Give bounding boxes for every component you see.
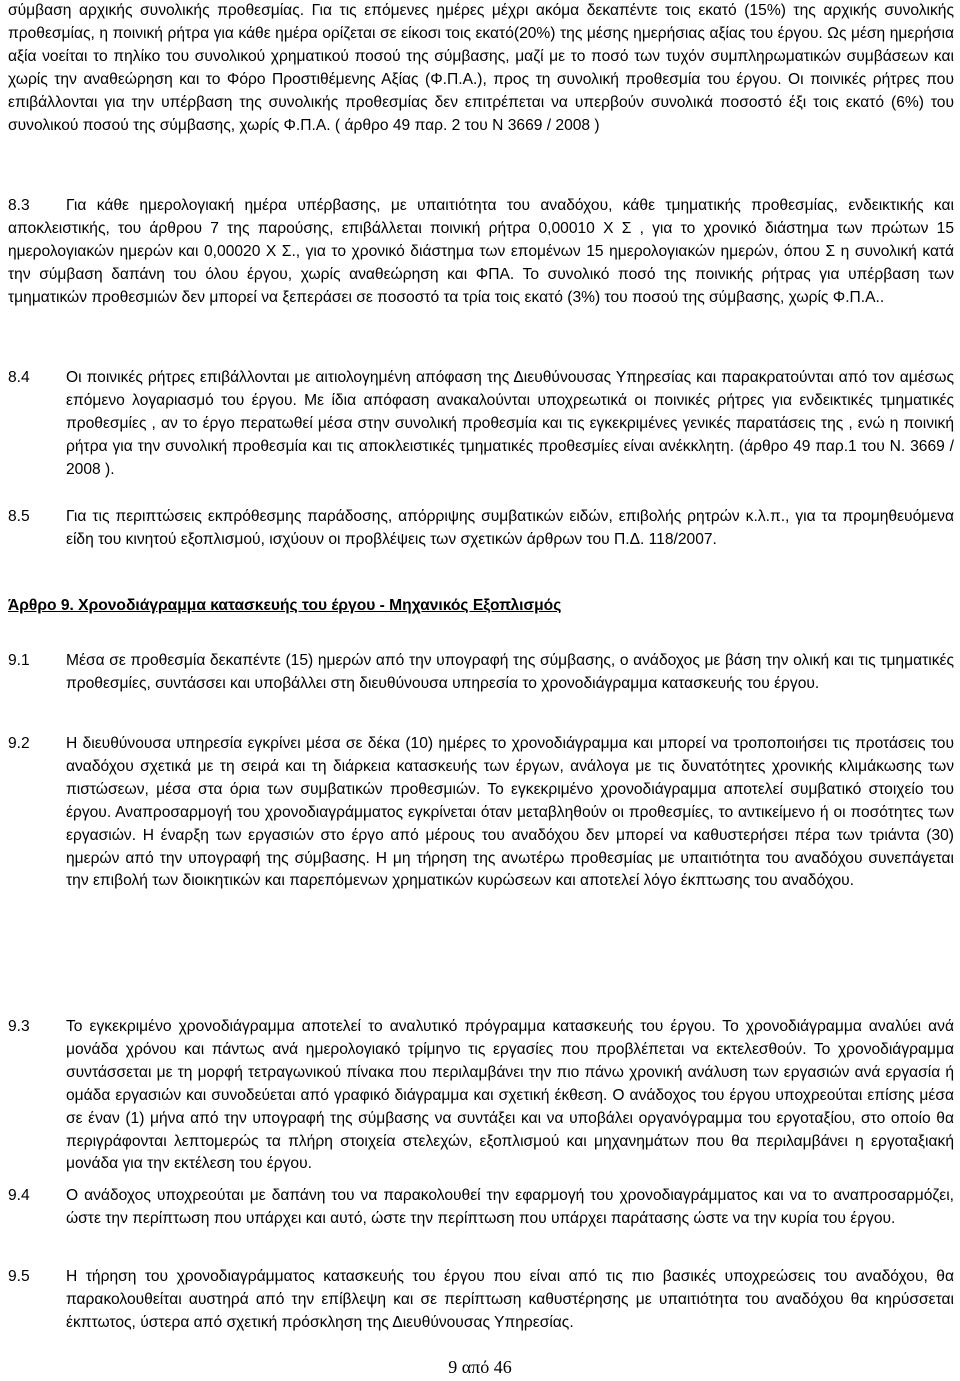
paragraph-number-9-4: 9.4 xyxy=(8,1187,30,1204)
paragraph-9-2: Η διευθύνουσα υπηρεσία εγκρίνει μέσα σε δέκα (10) ημέρες το χρονοδιάγραμμα και μπορεί να τροποποιήσει τις προτάσεις του αναδόχου σχετικά με τη σειρά και τη διάρκεια κατασκευής των έργων, ανάλογα με τις δυνατότητες χρονικής κλιμάκωσης των πιστώσεων, μέσα στα όρια των συμβατικών προθεσμιών. Το εγκεκριμένο χρονοδιάγραμμα αποτελεί συμβατικό στοιχείο του έργου. Αναπροσαρμογή του χρονοδιαγράμματος εγκρίνεται όταν μεταβληθούν οι προθεσμίες, το αντικείμενο ή οι ποσότητες των εργασιών. Η έναρξη των εργασιών στο έργο από μέρους του αναδόχου δεν μπορεί να καθυστερήσει πέρα των τριάντα (30) ημερών από την υπογραφή της σύμβασης. Η μη τήρηση της ανωτέρω προθεσμίας με υπαιτιότητα του αναδόχου συνεπάγεται την επιβολή των διοικητικών και παρεπόμενων χρηματικών κυρώσεων και αποτελεί λόγο έκπτωσης του αναδόχου. xyxy=(66,735,954,890)
paragraph-number-9-3: 9.3 xyxy=(8,1018,30,1035)
paragraph-number-8-4: 8.4 xyxy=(8,369,30,386)
paragraph-8-5: Για τις περιπτώσεις εκπρόθεσμης παράδοσης, απόρριψης συμβατικών ειδών, επιβολής ρητρών κ.λ.π., για τα προμηθευόμενα είδη του κινητού εξοπλισμού, ισχύουν οι προβλέψεις των σχετικών άρθρων του Π.Δ. 118/2007. xyxy=(66,508,954,548)
paragraph-continuation: σύμβαση αρχικής συνολικής προθεσμίας. Για τις επόμενες ημέρες μέχρι ακόμα δεκαπέντε τοις εκατό (15%) της αρχικής συνολικής προθεσμίας, η ποινική ρήτρα για κάθε ημέρα ορίζεται σε είκοσι τοις εκατό(20%) της μέσης ημερήσιας αξίας του έργου. Ως μέση ημερήσια αξία νοείται το πηλίκο του συνολικού χρηματικού ποσού της σύμβασης, μαζί με το ποσό των τυχόν συμπληρωματικών συμβάσεων και χωρίς την αναθεώρηση και το Φόρο Προστιθέμενης Αξίας (Φ.Π.Α.), προς τη συνολική προθεσμία του έργου. Οι ποινικές ρήτρες που επιβάλλονται για την υπέρβαση της συνολικής προθεσμίας δεν επιτρέπεται να υπερβούν συνολικά ποσοστό έξι τοις εκατό (6%) του συνολικού ποσού της σύμβασης, χωρίς Φ.Π.Α. ( άρθρο 49 παρ. 2 του Ν 3669 / 2008 ) xyxy=(8,2,954,134)
paragraph-9-4: Ο ανάδοχος υποχρεούται με δαπάνη του να παρακολουθεί την εφαρμογή του χρονοδιαγράμματος και να το αναπροσαρμόζει, ώστε την περίπτωση που υπάρχει και αυτό, ώστε την περίπτωση που υπάρχει παράτασης ώστε να την κυρία του έργου. xyxy=(66,1187,954,1227)
paragraph-number-9-2: 9.2 xyxy=(8,735,30,752)
paragraph-number-8-5: 8.5 xyxy=(8,508,30,525)
paragraph-9-1: Μέσα σε προθεσμία δεκαπέντε (15) ημερών από την υπογραφή της σύμβασης, ο ανάδοχος με βάση την ολική και τις τμηματικές προθεσμίες, συντάσσει και υποβάλλει στη διευθύνουσα υπηρεσία το χρονοδιάγραμμα κατασκευής του έργου. xyxy=(66,652,954,692)
paragraph-8-4: Οι ποινικές ρήτρες επιβάλλονται με αιτιολογημένη απόφαση της Διευθύνουσας Υπηρεσίας και παρακρατούνται από τον αμέσως επόμενο λογαριασμό του έργου. Με ίδια απόφαση ανακαλούνται υποχρεωτικά οι ποινικές ρήτρες για ενδεικτικές τμηματικές προθεσμίες , αν το έργο περατωθεί μέσα στην συνολική προθεσμία και τις εγκεκριμένες γενικές παρατάσεις της , ενώ η ποινική ρήτρα για την συνολική προθεσμία και τις αποκλειστικές τμηματικές προθεσμίες είναι ανέκκλητη. (άρθρο 49 παρ.1 του Ν. 3669 / 2008 ). xyxy=(66,369,954,478)
paragraph-8-3-text: Για κάθε ημερολογιακή ημέρα υπέρβασης, με υπαιτιότητα του αναδόχου, κάθε τμηματικής προθεσμίας, ενδεικτικής και αποκλειστικής, του άρθρου 7 της παρούσης, επιβάλλεται ποινική ρήτρα 0,00010 Χ Σ , για το χρονικό διάστημα των πρώτων 15 ημερολογιακών ημερών και 0,00020 Χ Σ., για το χρονικό διάστημα των επομένων 15 ημερολογιακών ημερών, όπου Σ η συνολική κατά την σύμβαση δαπάνη του όλου έργου, χωρίς αναθεώρηση και ΦΠΑ. Το συνολικό ποσό της ποινικής ρήτρας για υπέρβαση των τμηματικών προθεσμιών δεν μπορεί να ξεπεράσει σε ποσοστό τα τρία τοις εκατό (3%) του ποσού της σύμβασης, χωρίς Φ.Π.Α.. xyxy=(8,197,954,306)
paragraph-9-3: Το εγκεκριμένο χρονοδιάγραμμα αποτελεί το αναλυτικό πρόγραμμα κατασκευής του έργου. Το χρονοδιάγραμμα αναλύει ανά μονάδα χρόνου και πάντως ανά ημερολογιακό τρίμηνο τις εργασίες που προβλέπεται να εκτελεσθούν. Το χρονοδιάγραμμα συντάσσεται με τη μορφή τετραγωνικού πίνακα που περιλαμβάνει την πιο πάνω χρονική ανάλυση των εργασιών ανά εργασία ή ομάδα εργασιών και συνοδεύεται από γραφικό διάγραμμα και σχετική έκθεση. Ο ανάδοχος του έργου υποχρεούται επίσης μέσα σε έναν (1) μήνα από την υπογραφή της σύμβασης να συντάξει και να υποβάλει οργανόγραμμα του εργοταξίου, στο οποίο θα περιγράφονται λεπτομερώς τα πλήρη στοιχεία στελεχών, εξοπλισμού και μηχανημάτων που θα περιλαμβάνει η εργοταξιακή μονάδα για την εκτέλεση του έργου. xyxy=(66,1018,954,1173)
paragraph-9-5: Η τήρηση του χρονοδιαγράμματος κατασκευής του έργου που είναι από τις πιο βασικές υποχρεώσεις του αναδόχου, θα παρακολουθείται αυστηρά από την επίβλεψη και σε περίπτωση καθυστέρησης με υπαιτιότητα του αναδόχου θα κηρύσσεται έκπτωτος, ύστερα από σχετική πρόσκληση της Διευθύνουσας Υπηρεσίας. xyxy=(66,1268,954,1331)
paragraph-number-8-3: 8.3 xyxy=(8,197,30,214)
paragraph-number-9-5: 9.5 xyxy=(8,1268,30,1285)
page-number-footer: 9 από 46 xyxy=(448,1357,512,1377)
article-heading: Άρθρο 9. Χρονοδιάγραμμα κατασκευής του έργου - Μηχανικός Εξοπλισμός xyxy=(8,597,562,614)
paragraph-number-9-1: 9.1 xyxy=(8,652,30,669)
paragraph-8-3 xyxy=(8,195,954,310)
